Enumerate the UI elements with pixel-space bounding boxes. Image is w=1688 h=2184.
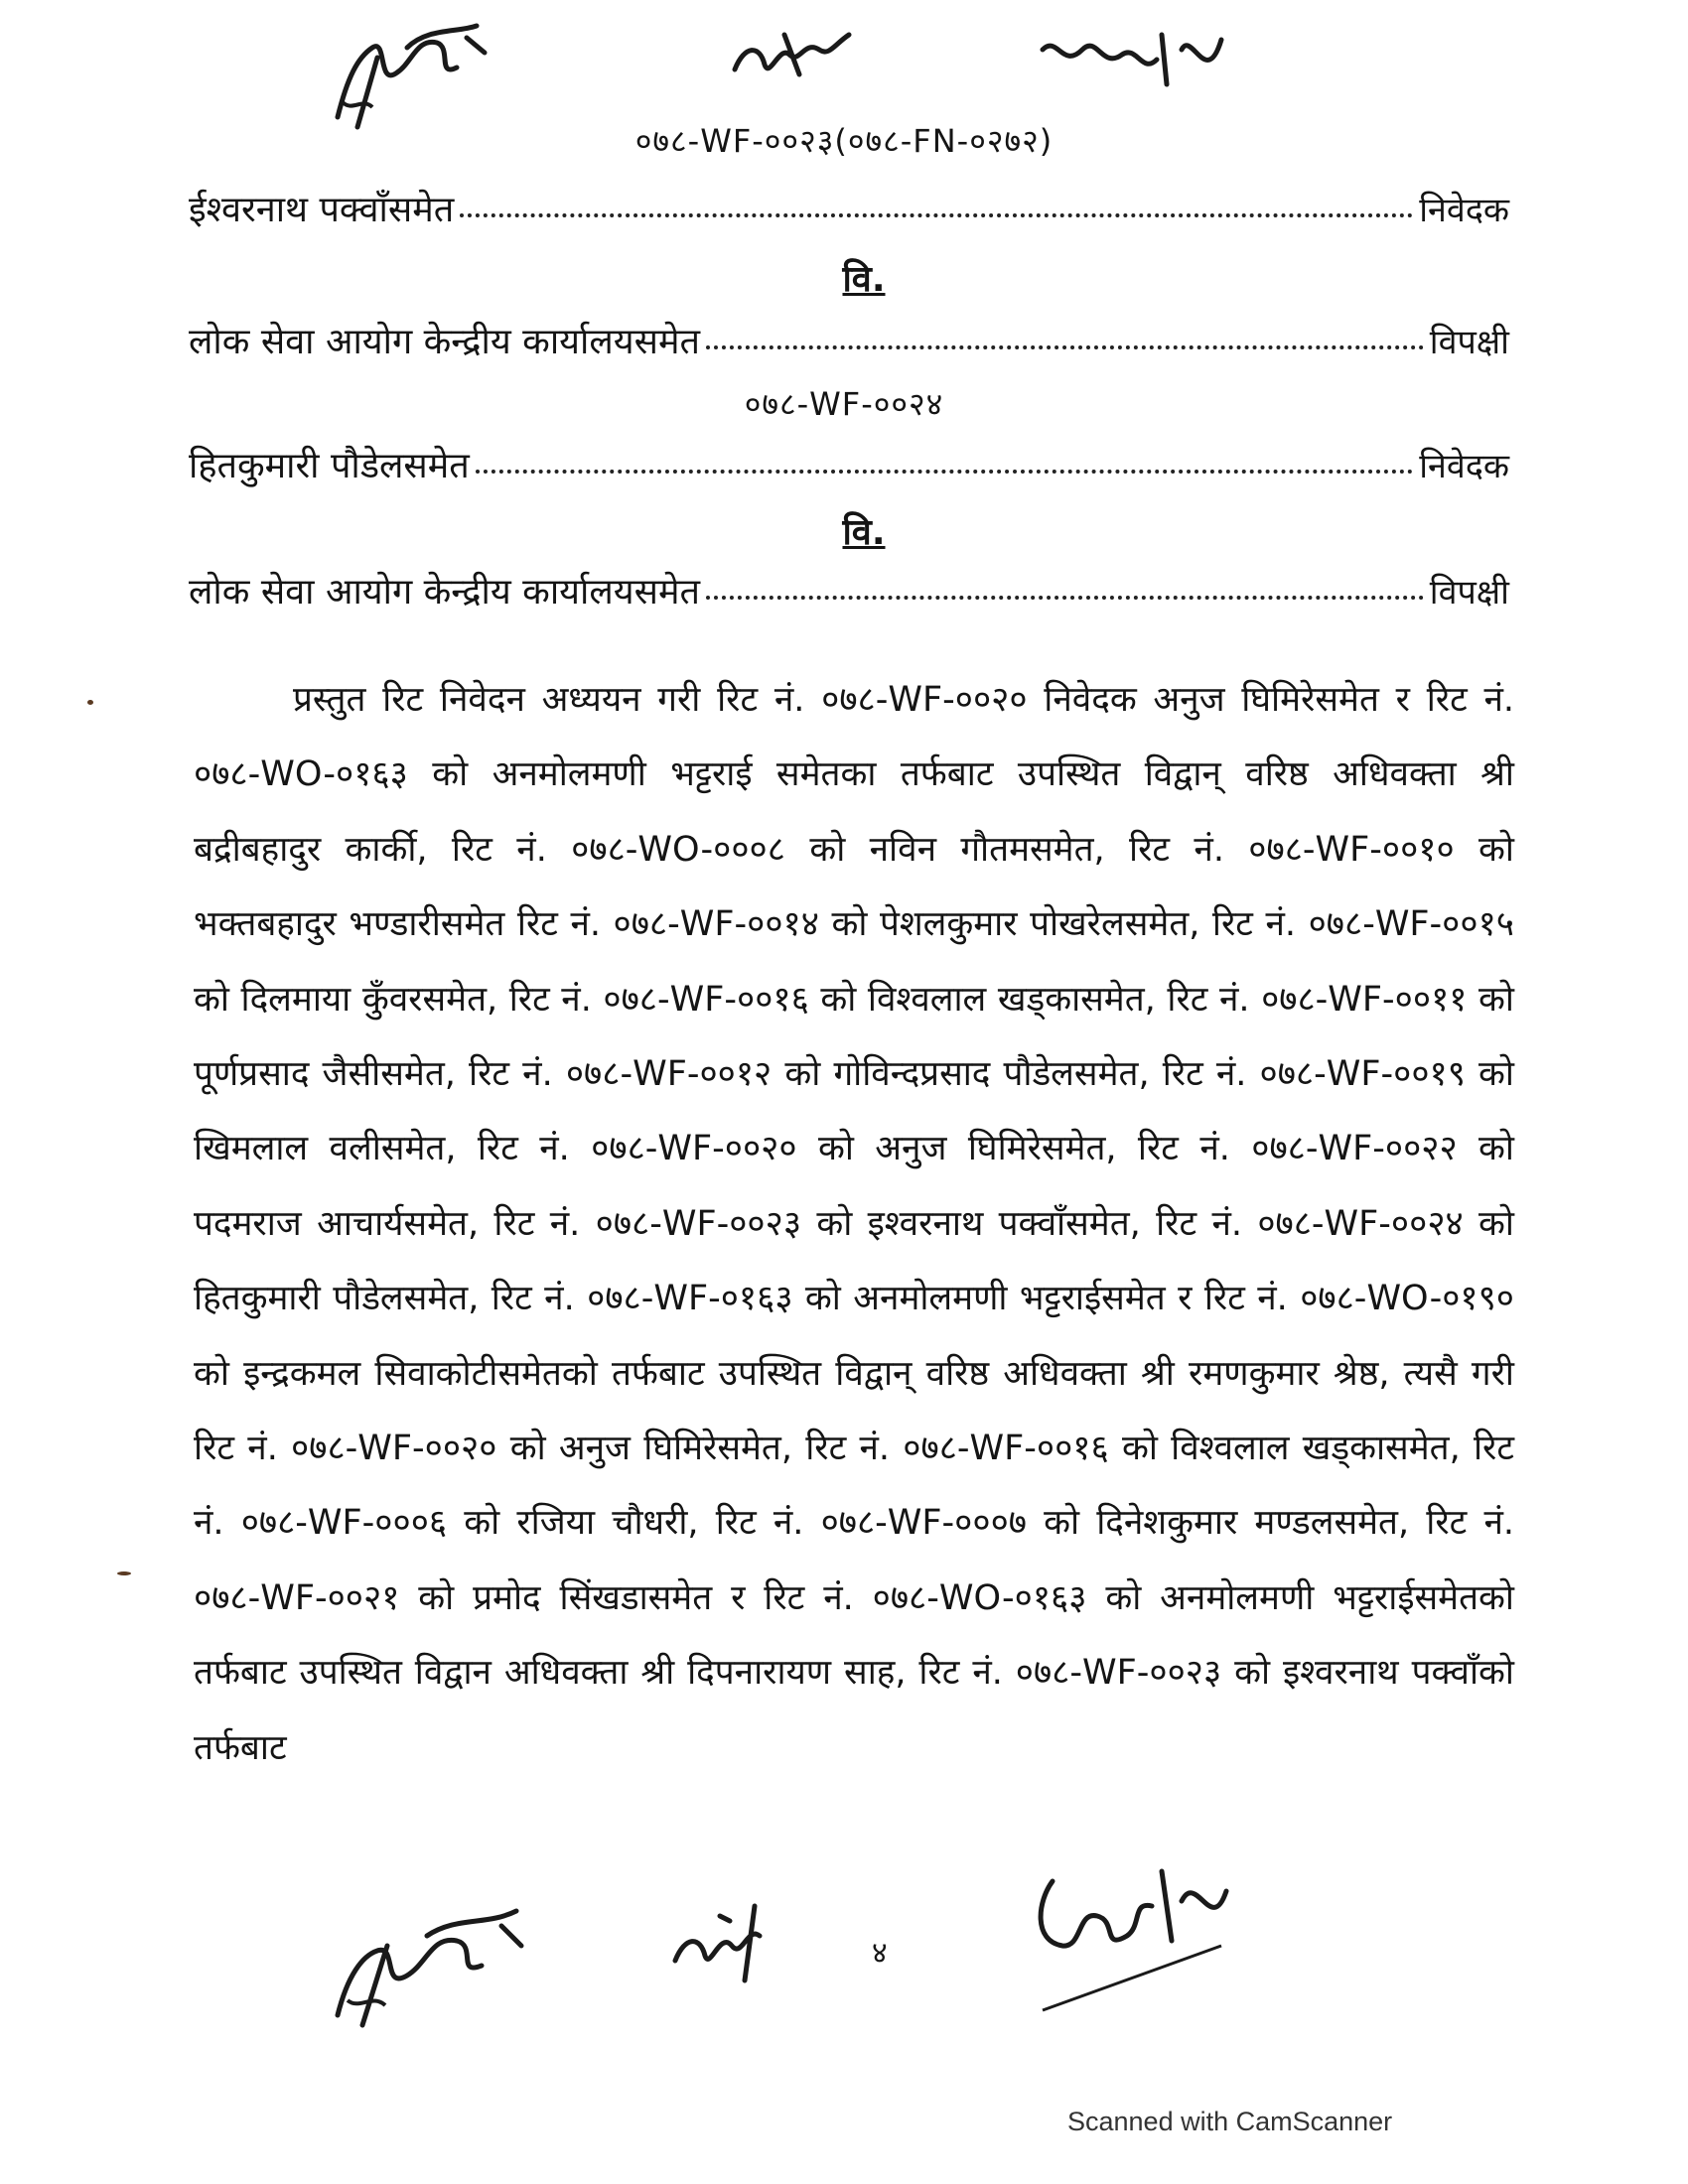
body-text bbox=[194, 663, 1514, 1786]
case-1-petitioner: ईश्वरनाथ पक्वाँसमेत bbox=[189, 190, 455, 230]
case-2-respondent: लोक सेवा आयोग केन्द्रीय कार्यालयसमेत bbox=[189, 572, 701, 613]
case-2-petitioner-row bbox=[189, 440, 1509, 488]
leader-dots bbox=[476, 470, 1413, 474]
case-2-petitioner: हितकुमारी पौडेलसमेत bbox=[189, 446, 470, 486]
case-1-petitioner-row bbox=[189, 184, 1509, 232]
case-1-number: ०७८-WF-००२३(०७८-FN-०२७२) bbox=[634, 122, 1054, 160]
footer-signature-center bbox=[660, 1891, 789, 1990]
page-number: ४ bbox=[872, 1936, 888, 1971]
case-1-respondent-row bbox=[189, 316, 1509, 364]
case-2-respondent-row bbox=[189, 566, 1509, 614]
leader-dots bbox=[706, 345, 1424, 349]
case-1-petitioner-role: निवेदक bbox=[1419, 191, 1509, 230]
case-2-number: ०७८-WF-००२४ bbox=[744, 385, 944, 423]
case-2-petitioner-role: निवेदक bbox=[1419, 447, 1509, 486]
case-2-versus: वि. bbox=[842, 512, 886, 553]
leader-dots bbox=[460, 213, 1413, 217]
scan-speck bbox=[87, 700, 93, 705]
body-paragraph: प्रस्तुत रिट निवेदन अध्ययन गरी रिट नं. ०७८-WF-००२० निवेदक अनुज घिमिरेसमेत र रिट नं. ०७८-WO-०१६३ को अनमोलमणी भट्टराई समेतका तर्फबाट उपस्थित विद्वान् वरिष्ठ अधिवक्ता श्री बद्रीबहादुर कार्की, रिट नं. ०७८-WO-०००८ को नविन गौतमसमेत, रिट नं. ०७८-WF-००१० को भक्तबहादुर भण्डारीसमेत रिट नं. ०७८-WF-००१४ को पेशलकुमार पोखरेलसमेत, रिट नं. ०७८-WF-००१५ को दिलमाया कुँवरसमेत, रिट नं. ०७८-WF-००१६ को विश्वलाल खड्कासमेत, रिट नं. ०७८-WF-००११ को पूर्णप्रसाद जैसीसमेत, रिट नं. ०७८-WF-००१२ को गोविन्दप्रसाद पौडेलसमेत, रिट नं. ०७८-WF-००१९ को खिमलाल वलीसमेत, रिट नं. ०७८-WF-००२० को अनुज घिमिरेसमेत, रिट नं. ०७८-WF-००२२ को पदमराज आचार्यसमेत, रिट नं. ०७८-WF-००२३ को इश्वरनाथ पक्वाँसमेत, रिट नं. ०७८-WF-००२४ को हितकुमारी पौडेलसमेत, रिट नं. ०७८-WF-०१६३ को अनमोलमणी भट्टराईसमेत र रिट नं. ०७८-WO-०१९० को इन्द्रकमल सिवाकोटीसमेतको तर्फबाट उपस्थित विद्वान् वरिष्ठ अधिवक्ता श्री रमणकुमार श्रेष्ठ, त्यसै गरी रिट नं. ०७८-WF-००२० को अनुज घिमिरेसमेत, रिट नं. ०७८-WF-००१६ को विश्वलाल खड्कासमेत, रिट नं. ०७८-WF-०००६ को रजिया चौधरी, रिट नं. ०७८-WF-०००७ को दिनेशकुमार मण्डलसमेत, रिट नं. ०७८-WF-००२१ को प्रमोद सिंखडासमेत र रिट नं. ०७८-WO-०१६३ को अनमोलमणी भट्टराईसमेतको तर्फबाट उपस्थित विद्वान अधिवक्ता श्री दिपनारायण साह, रिट नं. ०७८-WF-००२३ को इश्वरनाथ पक्वाँको तर्फबाट bbox=[194, 680, 1514, 1768]
camscanner-watermark: Scanned with CamScanner bbox=[1067, 2107, 1393, 2136]
header-signature-center bbox=[725, 25, 854, 84]
footer-signature-left bbox=[318, 1896, 536, 2035]
case-2-respondent-role: विपक्षी bbox=[1429, 573, 1509, 613]
leader-dots bbox=[706, 596, 1424, 600]
footer-signature-right bbox=[1023, 1851, 1231, 2020]
case-1-respondent: लोक सेवा आयोग केन्द्रीय कार्यालयसमेत bbox=[189, 322, 701, 362]
case-1-respondent-role: विपक्षी bbox=[1429, 323, 1509, 362]
scan-speck bbox=[117, 1571, 131, 1575]
header-signature-right bbox=[1033, 20, 1231, 99]
case-1-versus: वि. bbox=[842, 259, 886, 300]
